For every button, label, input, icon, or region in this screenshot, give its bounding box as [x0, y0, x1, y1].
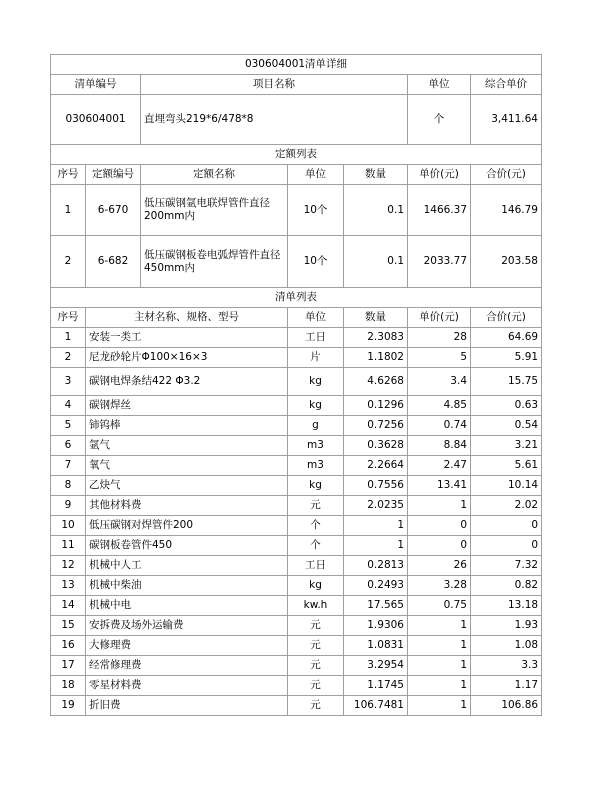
- item-price: 3,411.64: [471, 95, 542, 145]
- table-row: [51, 456, 542, 476]
- quota-name: 低压碳钢板卷电弧焊管件直径450mm内: [141, 236, 288, 288]
- material-qty: 4.6268: [344, 368, 408, 396]
- material-price: 8.84: [408, 436, 471, 456]
- table-row: [51, 696, 542, 716]
- material-qty: 0.3628: [344, 436, 408, 456]
- material-unit: kg: [288, 576, 344, 596]
- table-row: [51, 416, 542, 436]
- item-name: 直埋弯头219*6/478*8: [141, 95, 408, 145]
- material-total: 0.63: [471, 396, 542, 416]
- name-label: 项目名称: [141, 75, 408, 95]
- material-total: 5.61: [471, 456, 542, 476]
- material-unit: kg: [288, 396, 344, 416]
- material-no: 8: [51, 476, 86, 496]
- material-total: 1.17: [471, 676, 542, 696]
- material-price: 4.85: [408, 396, 471, 416]
- material-name: 碳钢焊丝: [86, 396, 288, 416]
- material-unit: m3: [288, 436, 344, 456]
- page-title: 030604001清单详细: [51, 55, 542, 75]
- table-row: [51, 536, 542, 556]
- material-rows: [51, 328, 542, 716]
- material-no: 14: [51, 596, 86, 616]
- material-price: 1: [408, 636, 471, 656]
- material-unit: 元: [288, 676, 344, 696]
- table-row: [51, 185, 542, 236]
- material-name: 其他材料费: [86, 496, 288, 516]
- material-unit: 片: [288, 348, 344, 368]
- quota-header-code: 定额编号: [86, 165, 141, 185]
- material-name: 零星材料费: [86, 676, 288, 696]
- material-total: 106.86: [471, 696, 542, 716]
- material-qty: 17.565: [344, 596, 408, 616]
- item-code: 030604001: [51, 95, 141, 145]
- material-no: 19: [51, 696, 86, 716]
- table-row: [51, 396, 542, 416]
- material-total: 13.18: [471, 596, 542, 616]
- material-qty: 1.1745: [344, 676, 408, 696]
- material-name: 铈钨棒: [86, 416, 288, 436]
- material-qty: 2.3083: [344, 328, 408, 348]
- material-unit: 元: [288, 636, 344, 656]
- material-price: 1: [408, 676, 471, 696]
- material-price: 13.41: [408, 476, 471, 496]
- material-header-total: 合价(元): [471, 308, 542, 328]
- material-no: 11: [51, 536, 86, 556]
- material-qty: 1.9306: [344, 616, 408, 636]
- material-qty: 1.1802: [344, 348, 408, 368]
- material-price: 3.4: [408, 368, 471, 396]
- material-unit: g: [288, 416, 344, 436]
- quota-total: 203.58: [471, 236, 542, 288]
- material-no: 1: [51, 328, 86, 348]
- material-name: 氧气: [86, 456, 288, 476]
- table-row: [51, 616, 542, 636]
- price-label: 综合单价: [471, 75, 542, 95]
- material-qty: 0.7556: [344, 476, 408, 496]
- unit-label: 单位: [408, 75, 471, 95]
- quota-no: 1: [51, 185, 86, 236]
- material-total: 5.91: [471, 348, 542, 368]
- material-no: 4: [51, 396, 86, 416]
- material-header-name: 主材名称、规格、型号: [86, 308, 288, 328]
- quota-header-unit: 单位: [288, 165, 344, 185]
- quota-code: 6-682: [86, 236, 141, 288]
- material-total: 1.08: [471, 636, 542, 656]
- table-row: [51, 436, 542, 456]
- material-name: 氩气: [86, 436, 288, 456]
- table-row: [51, 476, 542, 496]
- material-price: 1: [408, 656, 471, 676]
- quota-qty: 0.1: [344, 236, 408, 288]
- material-no: 16: [51, 636, 86, 656]
- quota-table: [50, 144, 542, 288]
- quota-no: 2: [51, 236, 86, 288]
- quota-price: 1466.37: [408, 185, 471, 236]
- table-row: [51, 496, 542, 516]
- quota-section-title: 定额列表: [51, 145, 542, 165]
- material-header-no: 序号: [51, 308, 86, 328]
- material-section-title: 清单列表: [51, 288, 542, 308]
- quota-header-total: 合价(元): [471, 165, 542, 185]
- material-price: 0: [408, 536, 471, 556]
- table-row: [51, 596, 542, 616]
- material-total: 0.82: [471, 576, 542, 596]
- item-header-table: [50, 54, 542, 145]
- material-name: 安装一类工: [86, 328, 288, 348]
- material-qty: 3.2954: [344, 656, 408, 676]
- material-unit: 个: [288, 536, 344, 556]
- material-qty: 0.2813: [344, 556, 408, 576]
- material-header-price: 单价(元): [408, 308, 471, 328]
- quota-code: 6-670: [86, 185, 141, 236]
- material-total: 3.21: [471, 436, 542, 456]
- quota-header-qty: 数量: [344, 165, 408, 185]
- material-price: 3.28: [408, 576, 471, 596]
- material-price: 0: [408, 516, 471, 536]
- material-no: 13: [51, 576, 86, 596]
- quota-total: 146.79: [471, 185, 542, 236]
- material-qty: 0.2493: [344, 576, 408, 596]
- table-row: [51, 636, 542, 656]
- material-price: 5: [408, 348, 471, 368]
- material-no: 9: [51, 496, 86, 516]
- material-qty: 1: [344, 536, 408, 556]
- material-qty: 2.0235: [344, 496, 408, 516]
- material-name: 安拆费及场外运输费: [86, 616, 288, 636]
- material-header-unit: 单位: [288, 308, 344, 328]
- material-price: 0.74: [408, 416, 471, 436]
- quota-unit: 10个: [288, 185, 344, 236]
- material-qty: 106.7481: [344, 696, 408, 716]
- material-qty: 1: [344, 516, 408, 536]
- material-name: 碳钢板卷管件450: [86, 536, 288, 556]
- table-row: [51, 656, 542, 676]
- material-unit: 工日: [288, 328, 344, 348]
- table-row: [51, 328, 542, 348]
- material-price: 1: [408, 616, 471, 636]
- material-unit: m3: [288, 456, 344, 476]
- table-row: [51, 576, 542, 596]
- material-price: 28: [408, 328, 471, 348]
- quota-header-no: 序号: [51, 165, 86, 185]
- table-row: [51, 368, 542, 396]
- table-row: [51, 348, 542, 368]
- material-price: 1: [408, 496, 471, 516]
- material-qty: 0.1296: [344, 396, 408, 416]
- material-total: 0.54: [471, 416, 542, 436]
- material-unit: 元: [288, 496, 344, 516]
- material-unit: kg: [288, 476, 344, 496]
- material-no: 2: [51, 348, 86, 368]
- table-row: [51, 676, 542, 696]
- table-row: [51, 556, 542, 576]
- code-label: 清单编号: [51, 75, 141, 95]
- material-total: 7.32: [471, 556, 542, 576]
- material-unit: 元: [288, 616, 344, 636]
- table-row: [51, 236, 542, 288]
- material-name: 机械中电: [86, 596, 288, 616]
- material-qty: 1.0831: [344, 636, 408, 656]
- material-unit: kw.h: [288, 596, 344, 616]
- material-total: 2.02: [471, 496, 542, 516]
- quota-name: 低压碳钢氩电联焊管件直径200mm内: [141, 185, 288, 236]
- material-price: 1: [408, 696, 471, 716]
- material-no: 3: [51, 368, 86, 396]
- material-no: 7: [51, 456, 86, 476]
- item-unit: 个: [408, 95, 471, 145]
- material-name: 大修理费: [86, 636, 288, 656]
- material-unit: 元: [288, 656, 344, 676]
- material-total: 1.93: [471, 616, 542, 636]
- material-unit: kg: [288, 368, 344, 396]
- material-unit: 元: [288, 696, 344, 716]
- material-header-qty: 数量: [344, 308, 408, 328]
- material-qty: 0.7256: [344, 416, 408, 436]
- material-name: 乙炔气: [86, 476, 288, 496]
- material-no: 17: [51, 656, 86, 676]
- quota-qty: 0.1: [344, 185, 408, 236]
- material-no: 5: [51, 416, 86, 436]
- material-no: 15: [51, 616, 86, 636]
- material-name: 机械中柴油: [86, 576, 288, 596]
- material-no: 10: [51, 516, 86, 536]
- material-table: [50, 287, 542, 716]
- material-total: 10.14: [471, 476, 542, 496]
- material-no: 18: [51, 676, 86, 696]
- material-name: 经常修理费: [86, 656, 288, 676]
- quota-header-price: 单价(元): [408, 165, 471, 185]
- quota-header-name: 定额名称: [141, 165, 288, 185]
- material-name: 尼龙砂轮片Φ100×16×3: [86, 348, 288, 368]
- material-name: 机械中人工: [86, 556, 288, 576]
- material-name: 碳钢电焊条结422 Φ3.2: [86, 368, 288, 396]
- material-price: 0.75: [408, 596, 471, 616]
- table-row: [51, 516, 542, 536]
- material-name: 折旧费: [86, 696, 288, 716]
- material-total: 64.69: [471, 328, 542, 348]
- material-unit: 个: [288, 516, 344, 536]
- quota-price: 2033.77: [408, 236, 471, 288]
- material-no: 6: [51, 436, 86, 456]
- material-qty: 2.2664: [344, 456, 408, 476]
- quota-unit: 10个: [288, 236, 344, 288]
- material-total: 3.3: [471, 656, 542, 676]
- material-no: 12: [51, 556, 86, 576]
- material-name: 低压碳钢对焊管件200: [86, 516, 288, 536]
- material-total: 0: [471, 536, 542, 556]
- material-total: 0: [471, 516, 542, 536]
- material-price: 2.47: [408, 456, 471, 476]
- material-price: 26: [408, 556, 471, 576]
- material-unit: 工日: [288, 556, 344, 576]
- material-total: 15.75: [471, 368, 542, 396]
